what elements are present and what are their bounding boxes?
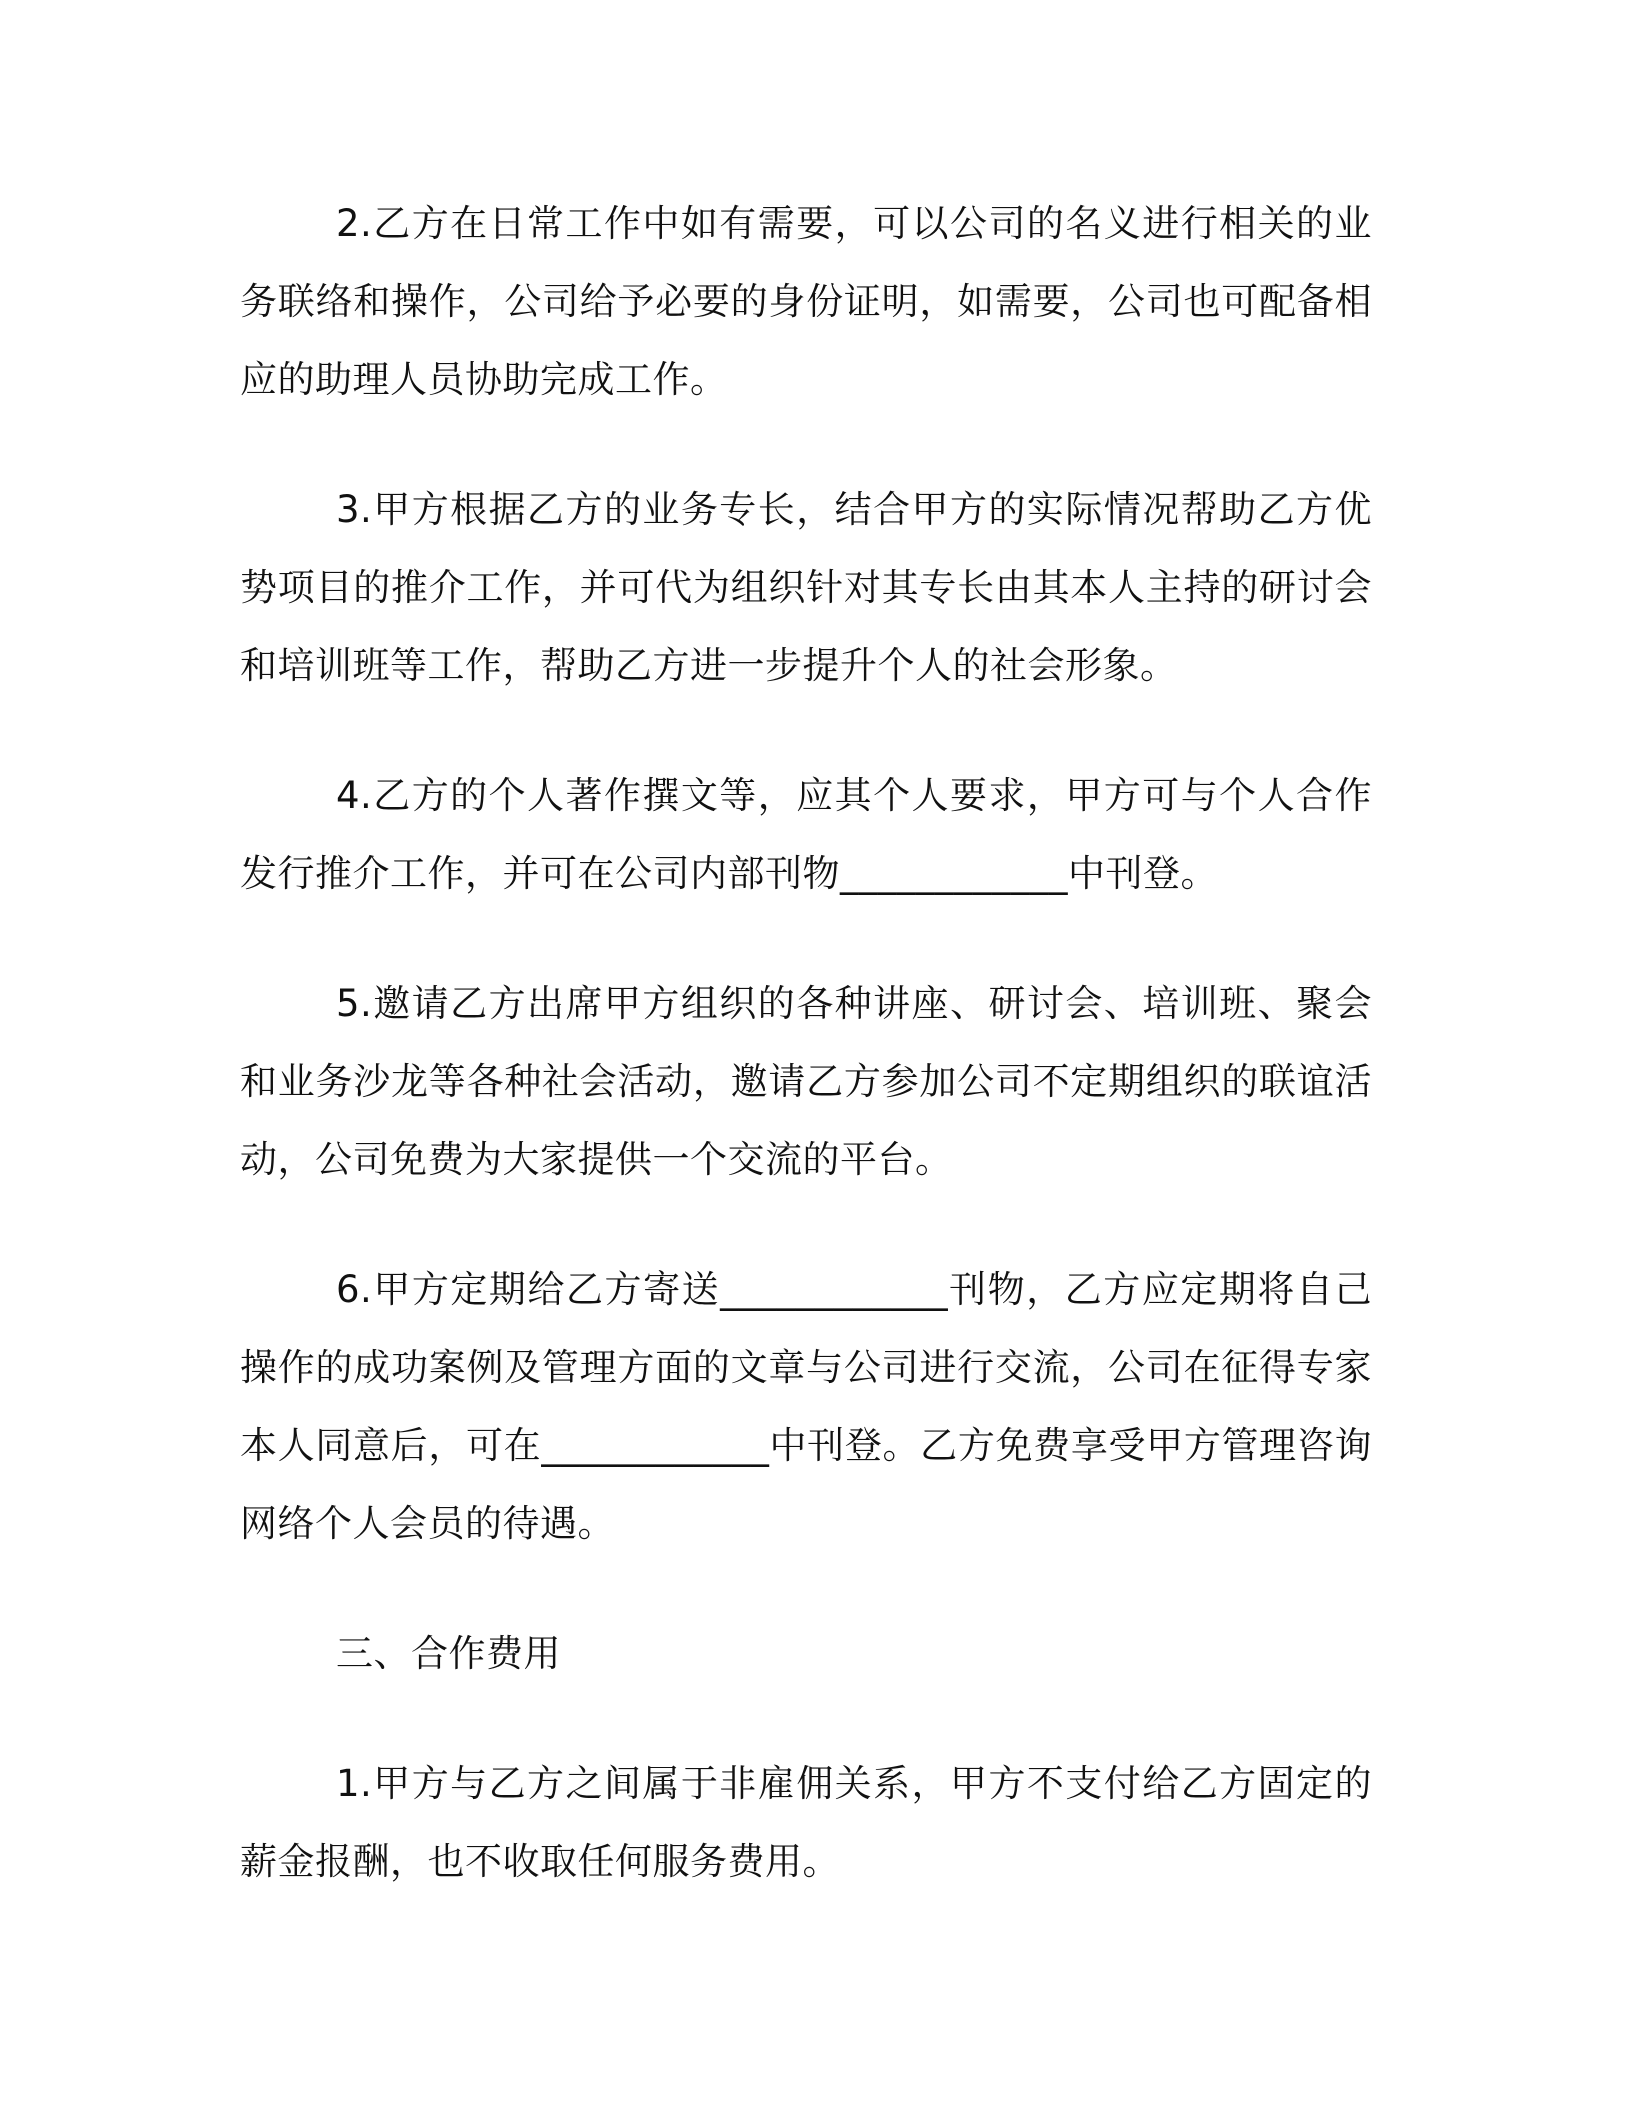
paragraph-gap [240,1199,1372,1251]
section-heading: 三、合作费用 [336,1632,561,1675]
paragraph-gap [240,913,1372,965]
document-body [240,185,1372,1901]
paragraph-3: 3.甲方根据乙方的业务专长，结合甲方的实际情况帮助乙方优势项目的推介工作，并可代为组织针对其专长由其本人主持的研讨会和培训班等工作，帮助乙方进一步提升个人的社会形象。 [240,488,1372,687]
paragraph-gap [240,1693,1372,1745]
paragraph-4: 4.乙方的个人著作撰文等，应其个人要求，甲方可与个人合作发行推介工作，并可在公司内部刊物____________中刊登。 [240,774,1372,895]
paragraph-6: 6.甲方定期给乙方寄送____________刊物，乙方应定期将自己操作的成功案例及管理方面的文章与公司进行交流，公司在征得专家本人同意后，可在____________中刊登。乙方免费享受甲方管理咨询网络个人会员的待遇。 [240,1268,1372,1545]
paragraph-gap [240,705,1372,757]
paragraph-2: 2.乙方在日常工作中如有需要，可以公司的名义进行相关的业务联络和操作，公司给予必要的身份证明，如需要，公司也可配备相应的助理人员协助完成工作。 [240,202,1372,401]
paragraph-gap [240,1563,1372,1615]
paragraph-5: 5.邀请乙方出席甲方组织的各种讲座、研讨会、培训班、聚会和业务沙龙等各种社会活动，邀请乙方参加公司不定期组织的联谊活动，公司免费为大家提供一个交流的平台。 [240,982,1372,1181]
paragraph-gap [240,419,1372,471]
section-paragraph-1: 1.甲方与乙方之间属于非雇佣关系，甲方不支付给乙方固定的薪金报酬，也不收取任何服务费用。 [240,1762,1372,1883]
